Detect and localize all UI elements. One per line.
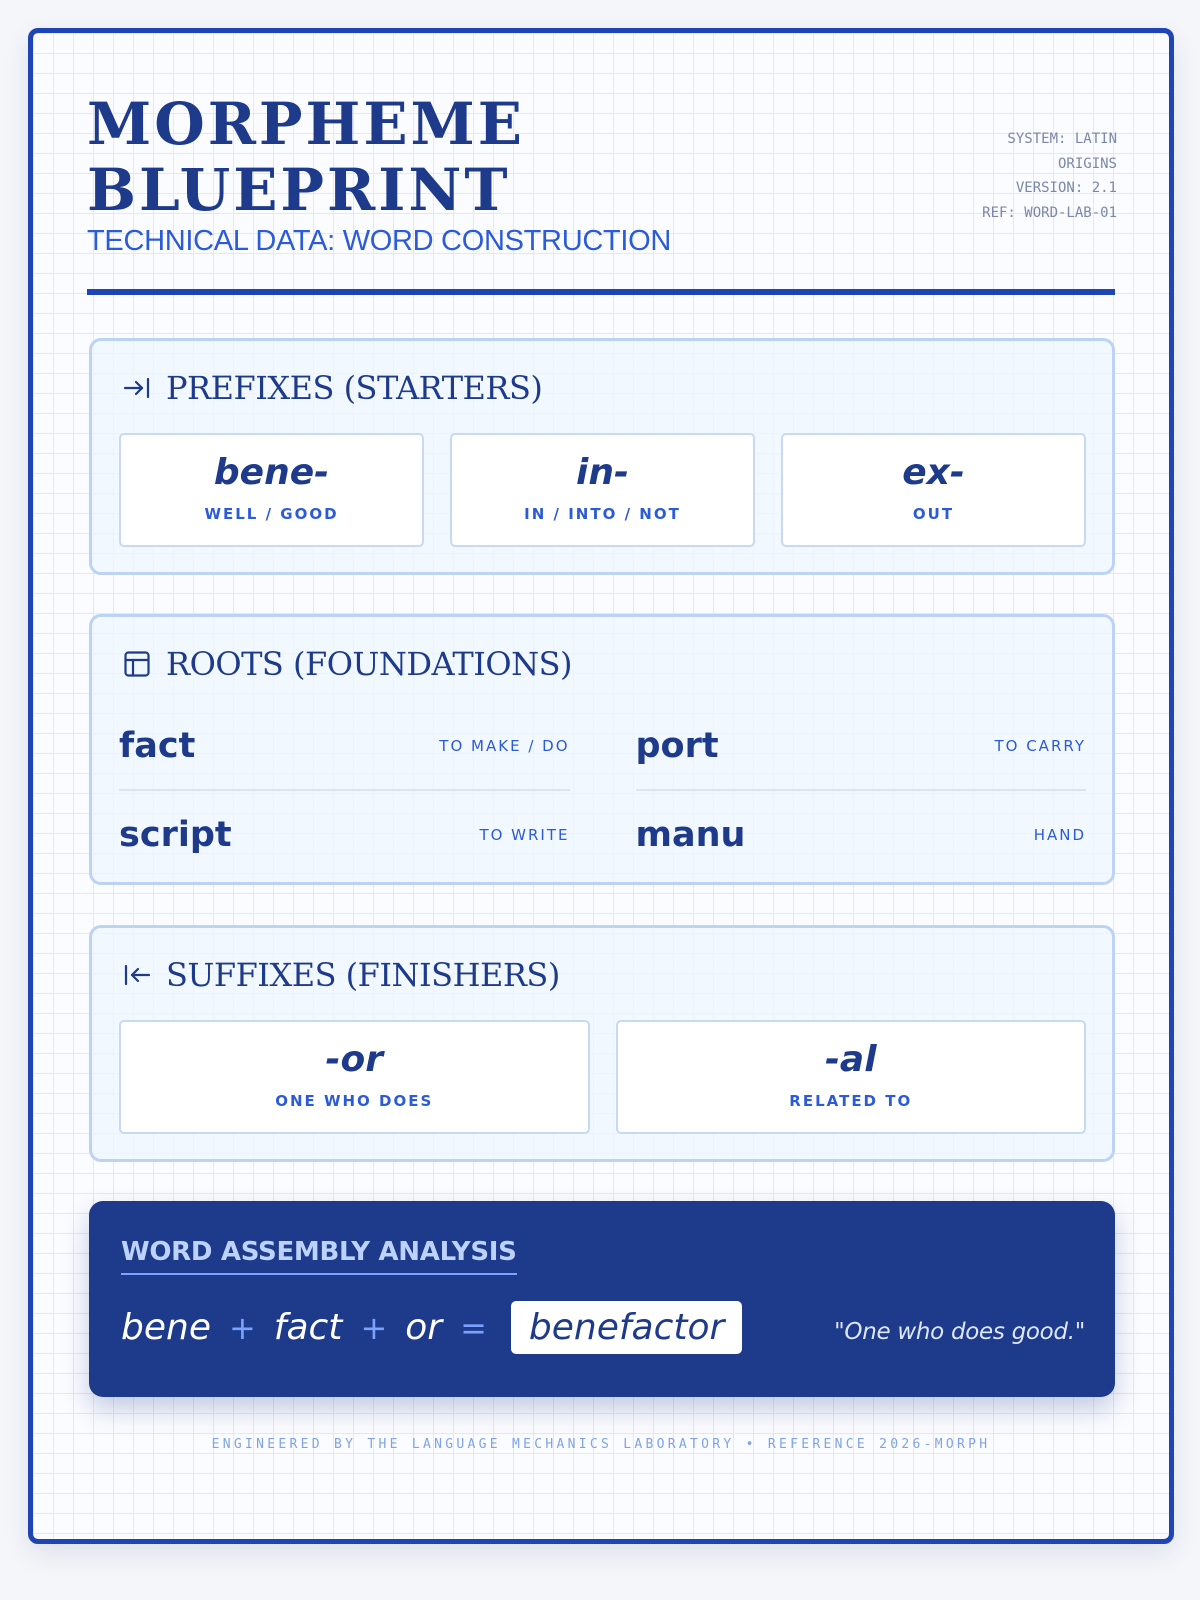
prefix-card bbox=[450, 433, 755, 547]
header-divider bbox=[87, 289, 1115, 295]
root-row bbox=[119, 703, 570, 791]
plus-operator: + bbox=[228, 1308, 256, 1347]
formula-part: bene bbox=[121, 1307, 211, 1348]
suffix-meaning: RELATED TO bbox=[789, 1092, 913, 1110]
formula-part: fact bbox=[273, 1307, 343, 1348]
root-term: port bbox=[635, 726, 719, 766]
meta-line: ORIGINS bbox=[1057, 155, 1117, 172]
roots-grid bbox=[119, 703, 1086, 879]
prefix-term: in- bbox=[576, 452, 629, 493]
suffix-card bbox=[616, 1020, 1087, 1134]
assembly-formula bbox=[121, 1301, 742, 1354]
root-meaning: TO CARRY bbox=[994, 737, 1086, 755]
root-row bbox=[636, 703, 1087, 791]
root-row bbox=[636, 791, 1087, 879]
suffix-meaning: ONE WHO DOES bbox=[275, 1092, 434, 1110]
root-term: script bbox=[119, 815, 232, 855]
suffix-term: -or bbox=[325, 1039, 383, 1080]
formula-part: or bbox=[405, 1307, 443, 1348]
word-assembly-panel bbox=[89, 1201, 1115, 1397]
page-title: MORPHEME BLUEPRINT bbox=[87, 90, 525, 224]
arrow-left-to-bar-icon bbox=[120, 958, 154, 992]
footer-text: ENGINEERED BY THE LANGUAGE MECHANICS LABORATORY • REFERENCE 2026-MORPH bbox=[211, 1437, 991, 1452]
blueprint-sheet bbox=[28, 28, 1174, 1544]
suffixes-header bbox=[120, 956, 560, 994]
page-subtitle: TECHNICAL DATA: WORD CONSTRUCTION bbox=[87, 225, 672, 257]
prefix-term: bene- bbox=[213, 452, 330, 493]
prefix-cards bbox=[119, 433, 1086, 547]
root-meaning: TO WRITE bbox=[479, 826, 570, 844]
equals-operator: = bbox=[460, 1308, 487, 1347]
meta-block bbox=[917, 127, 1117, 225]
suffix-cards bbox=[119, 1020, 1086, 1134]
section-title: ROOTS (FOUNDATIONS) bbox=[166, 645, 573, 683]
prefix-term: ex- bbox=[902, 452, 965, 493]
arrow-right-to-bar-icon bbox=[120, 371, 154, 405]
meta-line: REF: WORD-LAB-01 bbox=[982, 204, 1117, 221]
suffix-term: -al bbox=[824, 1039, 877, 1080]
prefix-card bbox=[119, 433, 424, 547]
root-meaning: HAND bbox=[1033, 826, 1086, 844]
section-title: SUFFIXES (FINISHERS) bbox=[166, 956, 560, 994]
prefixes-section bbox=[89, 338, 1115, 575]
section-title: PREFIXES (STARTERS) bbox=[166, 369, 543, 407]
roots-header bbox=[120, 645, 572, 683]
root-meaning: TO MAKE / DO bbox=[439, 737, 570, 755]
roots-section bbox=[89, 614, 1115, 885]
meta-line: VERSION: 2.1 bbox=[1015, 180, 1117, 196]
root-term: fact bbox=[119, 726, 196, 766]
suffix-card bbox=[119, 1020, 590, 1134]
prefix-card bbox=[781, 433, 1086, 547]
root-term: manu bbox=[635, 815, 746, 855]
plus-operator: + bbox=[360, 1308, 388, 1347]
layout-icon bbox=[120, 647, 154, 681]
prefixes-header bbox=[120, 369, 542, 407]
prefix-meaning: WELL / GOOD bbox=[204, 505, 339, 523]
assembly-result: benefactor bbox=[511, 1301, 742, 1354]
meta-line: SYSTEM: LATIN bbox=[1007, 131, 1117, 147]
prefix-meaning: IN / INTO / NOT bbox=[524, 505, 681, 523]
suffixes-section bbox=[89, 925, 1115, 1162]
definition-quote: "One who does good." bbox=[834, 1319, 1085, 1345]
assembly-title: WORD ASSEMBLY ANALYSIS bbox=[121, 1237, 517, 1275]
prefix-meaning: OUT bbox=[912, 505, 955, 523]
root-row bbox=[119, 791, 570, 879]
